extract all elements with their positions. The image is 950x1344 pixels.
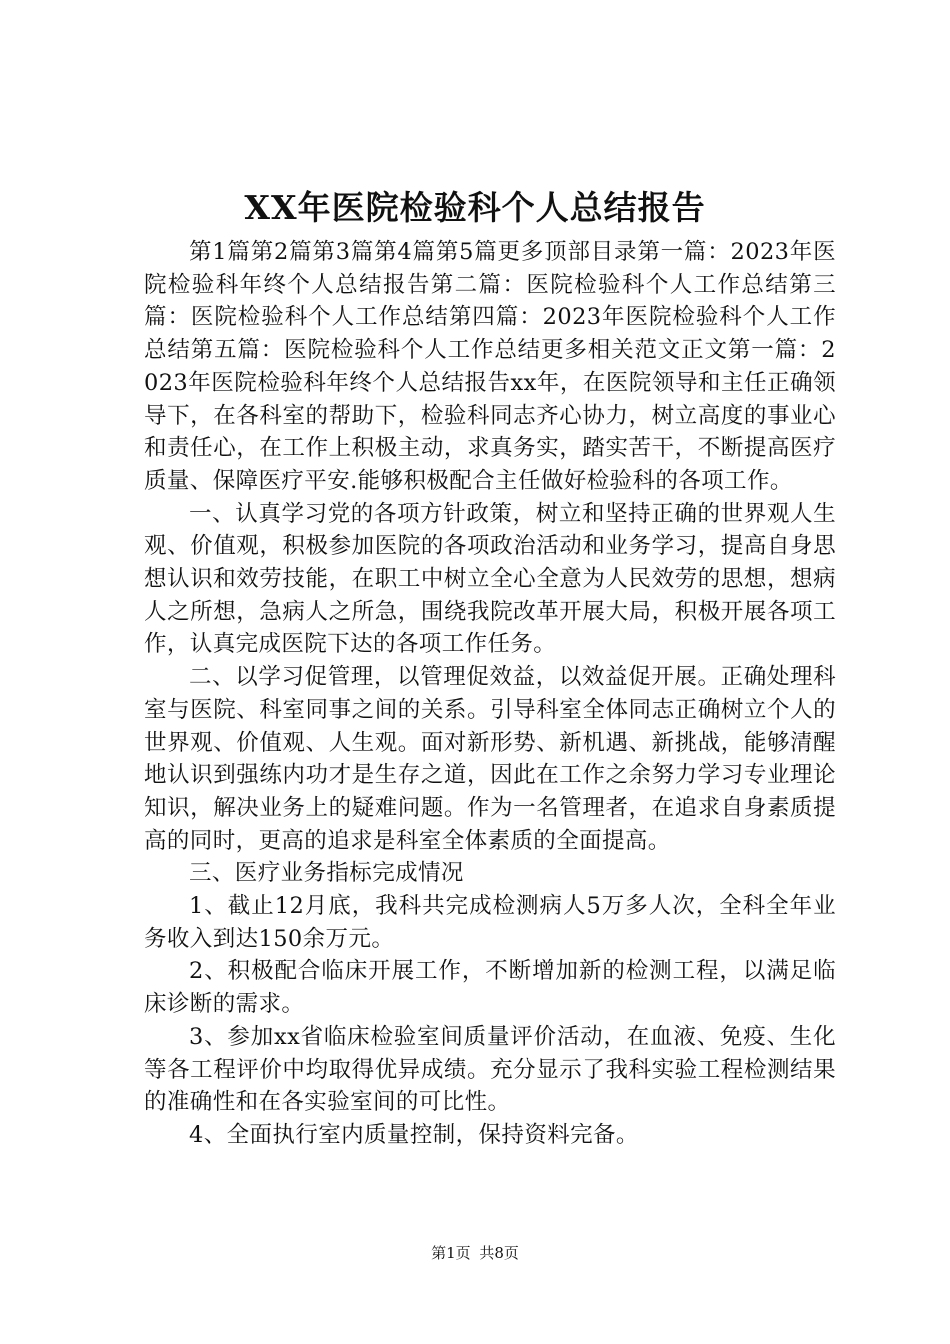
paragraph-item-4: 4、全面执行室内质量控制，保持资料完备。 — [189, 1121, 639, 1148]
paragraph-intro: 第1篇第2篇第3篇第4篇第5篇更多顶部目录第一篇：2023年医院检验科年终个人总结报告第二篇：医院检验科个人工作总结第三篇：医院检验科个人工作总结第四篇：2023年医院检验科个人工作总结第五篇：医院检验科个人工作总结更多相关范文正文第一篇：2023年医院检验科年终个人总结报告xx年，在医院领导和主任正确领导下，在各科室的帮助下，检验科同志齐心协力，树立高度的事业心和责任心，在工作上积极主动，求真务实，踏实苦干，不断提高医疗质量、保障医疗平安.能够积极配合主任做好检验科的各项工作。 — [144, 239, 836, 494]
page-number: 第1页 共8页 — [431, 1244, 519, 1262]
paragraph-section-2: 二、以学习促管理，以管理促效益，以效益促开展。正确处理科室与医院、科室同事之间的关系。引导科室全体同志正确树立个人的世界观、价值观、人生观。面对新形势、新机遇、新挑战，能够清醒地认识到强练内功才是生存之道，因此在工作之余努力学习专业理论知识，解决业务上的疑难问题。作为一名管理者，在追求自身素质提高的同时，更高的追求是科室全体素质的全面提高。 — [144, 664, 836, 854]
document-title: XX年医院检验科个人总结报告 — [244, 188, 706, 227]
paragraph-item-2: 2、积极配合临床开展工作，不断增加新的检测工程，以满足临床诊断的需求。 — [144, 958, 836, 1018]
paragraph-section-3-heading: 三、医疗业务指标完成情况 — [189, 860, 464, 887]
paragraph-section-1: 一、认真学习党的各项方针政策，树立和坚持正确的世界观人生观、价值观，积极参加医院的各项政治活动和业务学习，提高自身思想认识和效劳技能，在职工中树立全心全意为人民效劳的思想，想病人之所想，急病人之所急，围绕我院改革开展大局，积极开展各项工作，认真完成医院下达的各项工作任务。 — [144, 500, 836, 658]
paragraph-item-3: 3、参加xx省临床检验室间质量评价活动，在血液、免疫、生化等各工程评价中均取得优异成绩。充分显示了我科实验工程检测结果的准确性和在各实验室间的可比性。 — [144, 1023, 836, 1116]
document-body — [144, 236, 836, 1152]
paragraph-item-1: 1、截止12月底，我科共完成检测病人5万多人次，全科全年业务收入到达150余万元。 — [144, 893, 836, 952]
